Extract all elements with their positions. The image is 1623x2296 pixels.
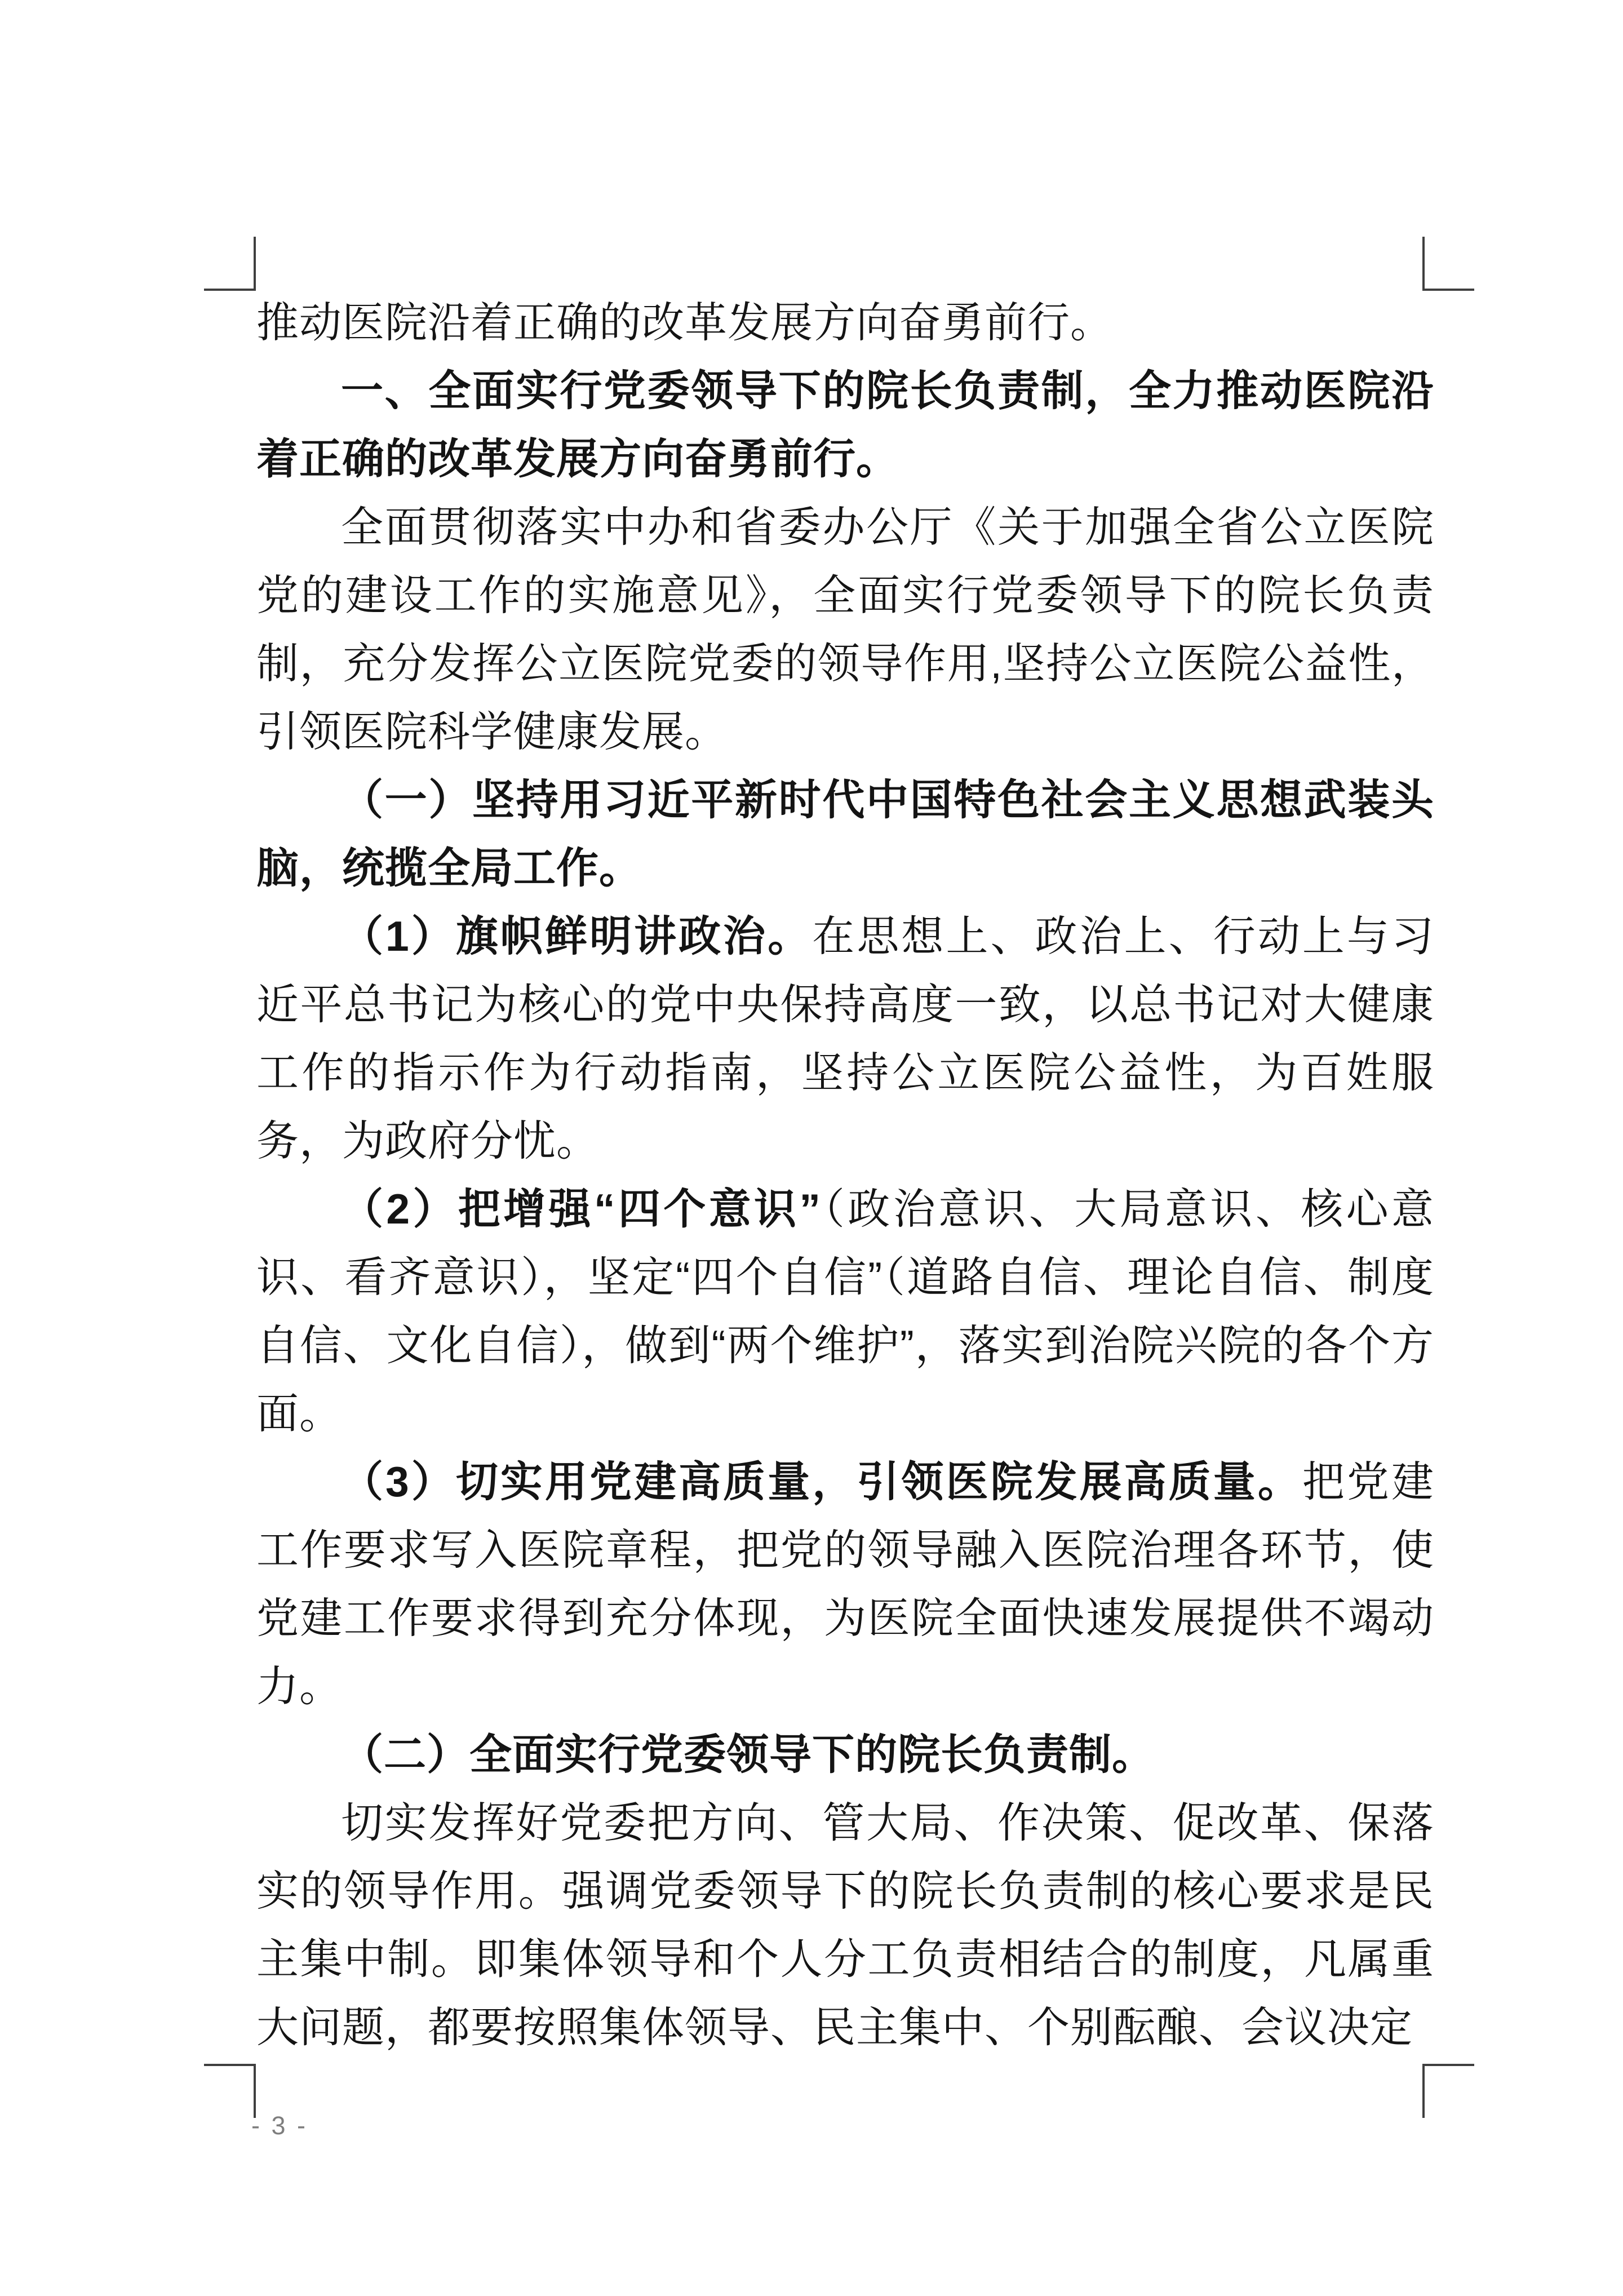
paragraph-lead-bold: （2）把增强“四个意识” [341,1185,822,1233]
crop-mark-bottom-left-icon [204,2064,256,2118]
document-body [256,289,1434,2062]
page-number: - 3 - [251,2111,308,2140]
section-heading-level2 [256,1721,1434,1789]
paragraph-item-1 [256,902,1434,1175]
heading-bold-text: （一）坚持用习近平新时代中国特色社会主义思想武装头脑，统揽全局工作。 [256,776,1434,892]
heading-bold-text: 一、全面实行党委领导下的院长负责制，全力推动医院沿着正确的改革发展方向奋勇前行。 [256,367,1434,482]
paragraph [256,493,1434,766]
paragraph-lead-bold: （3）切实用党建高质量，引领医院发展高质量。 [341,1458,1302,1505]
section-heading-level2 [256,766,1434,902]
paragraph-item-2 [256,1175,1434,1448]
paragraph-continuation [256,289,1434,357]
crop-mark-top-right-icon [1422,237,1474,291]
heading-bold-text: （二）全面实行党委领导下的院长负责制。 [341,1731,1155,1778]
paragraph-text: 推动医院沿着正确的改革发展方向奋勇前行。 [256,299,1114,346]
paragraph-lead-bold: （1）旗帜鲜明讲政治。 [341,912,813,960]
crop-mark-top-left-icon [204,237,256,291]
crop-mark-bottom-right-icon [1422,2064,1474,2118]
paragraph-text: 在思想上、政治上、行动上与习近平总书记为核心的党中央保持高度一致，以总书记对大健康工作的指示作为行动指南，坚持公立医院公益性，为百姓服务，为政府分忧。 [256,912,1434,1164]
paragraph-text: 全面贯彻落实中办和省委办公厅《关于加强全省公立医院党的建设工作的实施意见》，全面实行党委领导下的院长负责制，充分发挥公立医院党委的领导作用,坚持公立医院公益性，引领医院科学健康发展。 [256,503,1434,755]
paragraph-item-3 [256,1448,1434,1721]
section-heading-level1 [256,357,1434,493]
paragraph-text: 切实发挥好党委把方向、管大局、作决策、促改革、保落实的领导作用。强调党委领导下的院长负责制的核心要求是民主集中制。即集体领导和个人分工负责相结合的制度，凡属重大问题，都要按照集体领导、民主集中、个别酝酿、会议决定 [256,1799,1434,2051]
paragraph-text: （政治意识、大局意识、核心意识、看齐意识），坚定“四个自信”（道路自信、理论自信、制度自信、文化自信），做到“两个维护”，落实到治院兴院的各个方面。 [256,1185,1434,1437]
paragraph [256,1789,1434,2062]
paragraph-text: 把党建工作要求写入医院章程，把党的领导融入医院治理各环节，使党建工作要求得到充分体现，为医院全面快速发展提供不竭动力。 [256,1458,1434,1710]
